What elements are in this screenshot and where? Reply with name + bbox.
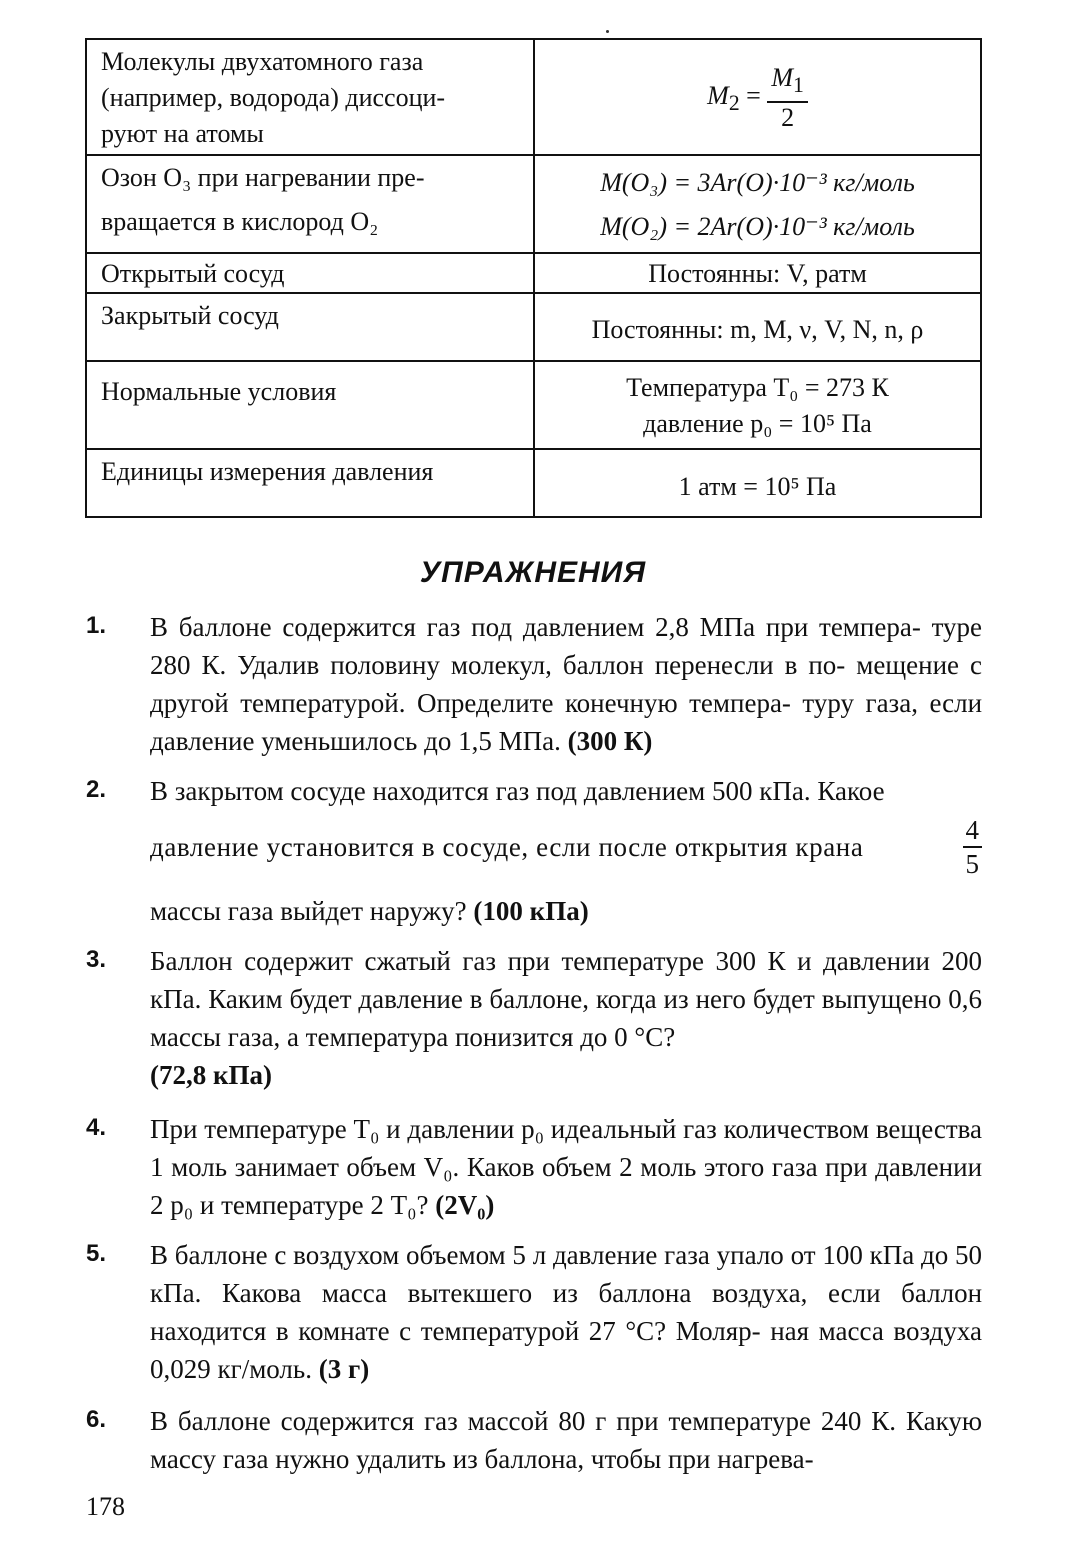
normal-temperature: Температура T₀ = 273 К	[626, 373, 889, 402]
exercise-text: В закрытом сосуде находится газ под давлением 500 кПа. Какое давление установится в сосуде, если после открытия крана $\frac{4}{5}$ массы газа выйдет наружу? (100 кПа)	[150, 772, 982, 930]
condition-cell	[86, 253, 534, 293]
section-title: УПРАЖНЕНИЯ	[419, 556, 647, 589]
table-row	[86, 293, 981, 361]
fraction-numerator: 4	[963, 814, 983, 848]
formula-cell	[534, 155, 981, 253]
constants-text: Постоянны: V, pатм	[648, 259, 867, 288]
condition-cell	[86, 361, 534, 449]
exercise-text: В баллоне содержится газ массой 80 г при температуре 240 К. Какую массу газа нужно удалить из баллона, чтобы при нагрева-	[150, 1406, 982, 1474]
table-row	[86, 449, 981, 517]
exercise-number: 6.	[86, 1406, 107, 1433]
exercise-answer: (72,8 кПа)	[150, 1060, 273, 1090]
condition-text: Молекулы двухатомного газа	[101, 47, 424, 76]
exercise-text: В баллоне с воздухом объемом 5 л давление газа упало от 100 кПа до 50 кПа. Какова масса вытекшего из баллона воздуха, если баллон находится в комнате с температурой 27 °С? Моляр- ная масса воздуха 0,029 кг/моль. (3 г)	[150, 1240, 983, 1384]
reference-table	[85, 38, 982, 518]
fraction-denominator: 5	[965, 849, 979, 879]
formula-cell	[534, 449, 981, 517]
exercise-text: Баллон содержит сжатый газ при температуре 300 К и давлении 200 кПа. Каким будет давление в баллоне, когда из него будет выпущено 0,6 массы газа, а температура понизится до 0 °С? (72,8 кПа)	[150, 946, 983, 1090]
constants-text: Постоянны: m, M, ν, V, N, n, ρ	[591, 315, 924, 344]
condition-cell	[86, 293, 534, 361]
fraction-numerator-sub: 1	[793, 73, 804, 98]
table-row	[86, 253, 981, 293]
condition-text: Озон O₃ при нагревании пре-	[101, 163, 425, 192]
formula-lhs-sub: 2	[728, 91, 740, 116]
condition-text: вращается в кислород O₂	[101, 207, 379, 236]
fraction	[963, 814, 983, 880]
normal-pressure: давление p₀ = 10⁵ Па	[643, 409, 872, 438]
condition-text: руют на атомы	[101, 119, 264, 148]
exercise-number: 1.	[86, 612, 107, 639]
condition-cell	[86, 449, 534, 517]
formula-cell	[534, 361, 981, 449]
table-row	[86, 361, 981, 449]
condition-cell	[86, 39, 534, 155]
exercise-number: 5.	[86, 1240, 107, 1267]
fraction-denominator: 2	[781, 102, 795, 132]
ozone-molar-mass: M(O₃) = 3Ar(O)·10⁻³ кг/моль	[600, 168, 915, 197]
exercise-answer: (3 г)	[318, 1354, 370, 1384]
exercise-number: 3.	[86, 946, 107, 973]
fraction-numerator: M	[771, 63, 793, 93]
exercise-text: В баллоне содержится газ под давлением 2,8 МПа при темпера- туре 280 К. Удалив половину молекул, баллон перенесли в по- мещение с другой температурой. Определите конечную темпера- туру газа, если давление уменьшилось до 1,5 МПа. (300 К)	[150, 612, 983, 756]
condition-cell	[86, 155, 534, 253]
formula-cell	[534, 39, 981, 155]
condition-text: Открытый сосуд	[101, 259, 285, 288]
exercise-text: При температуре T₀ и давлении p₀ идеальный газ количеством вещества 1 моль занимает объем V₀. Каков объем 2 моль этого газа при давлении 2 p₀ и температуре 2 T₀? (2V₀)	[150, 1114, 983, 1220]
page-number: 178	[86, 1492, 125, 1521]
exercise-answer: (100 кПа)	[473, 896, 589, 926]
table-row	[86, 155, 981, 253]
exercise-number: 2.	[86, 776, 107, 803]
formula-cell	[534, 293, 981, 361]
exercise-answer: (300 К)	[567, 726, 653, 756]
formula-cell	[534, 253, 981, 293]
condition-text: Нормальные условия	[101, 377, 337, 406]
print-speck	[606, 30, 609, 33]
pressure-units: 1 атм = 10⁵ Па	[678, 472, 837, 501]
condition-text: Закрытый сосуд	[101, 301, 279, 330]
oxygen-molar-mass: M(O₂) = 2Ar(O)·10⁻³ кг/моль	[600, 212, 915, 241]
fraction	[767, 63, 808, 132]
condition-text: (например, водорода) диссоци-	[101, 83, 446, 112]
table-row	[86, 39, 981, 155]
exercise-number: 4.	[86, 1114, 107, 1141]
formula-eq: =	[739, 80, 768, 110]
formula-lhs: M	[707, 80, 729, 110]
condition-text: Единицы измерения давления	[101, 457, 434, 486]
exercise-answer: (2V₀)	[435, 1190, 495, 1220]
molar-mass-formula	[707, 63, 808, 132]
